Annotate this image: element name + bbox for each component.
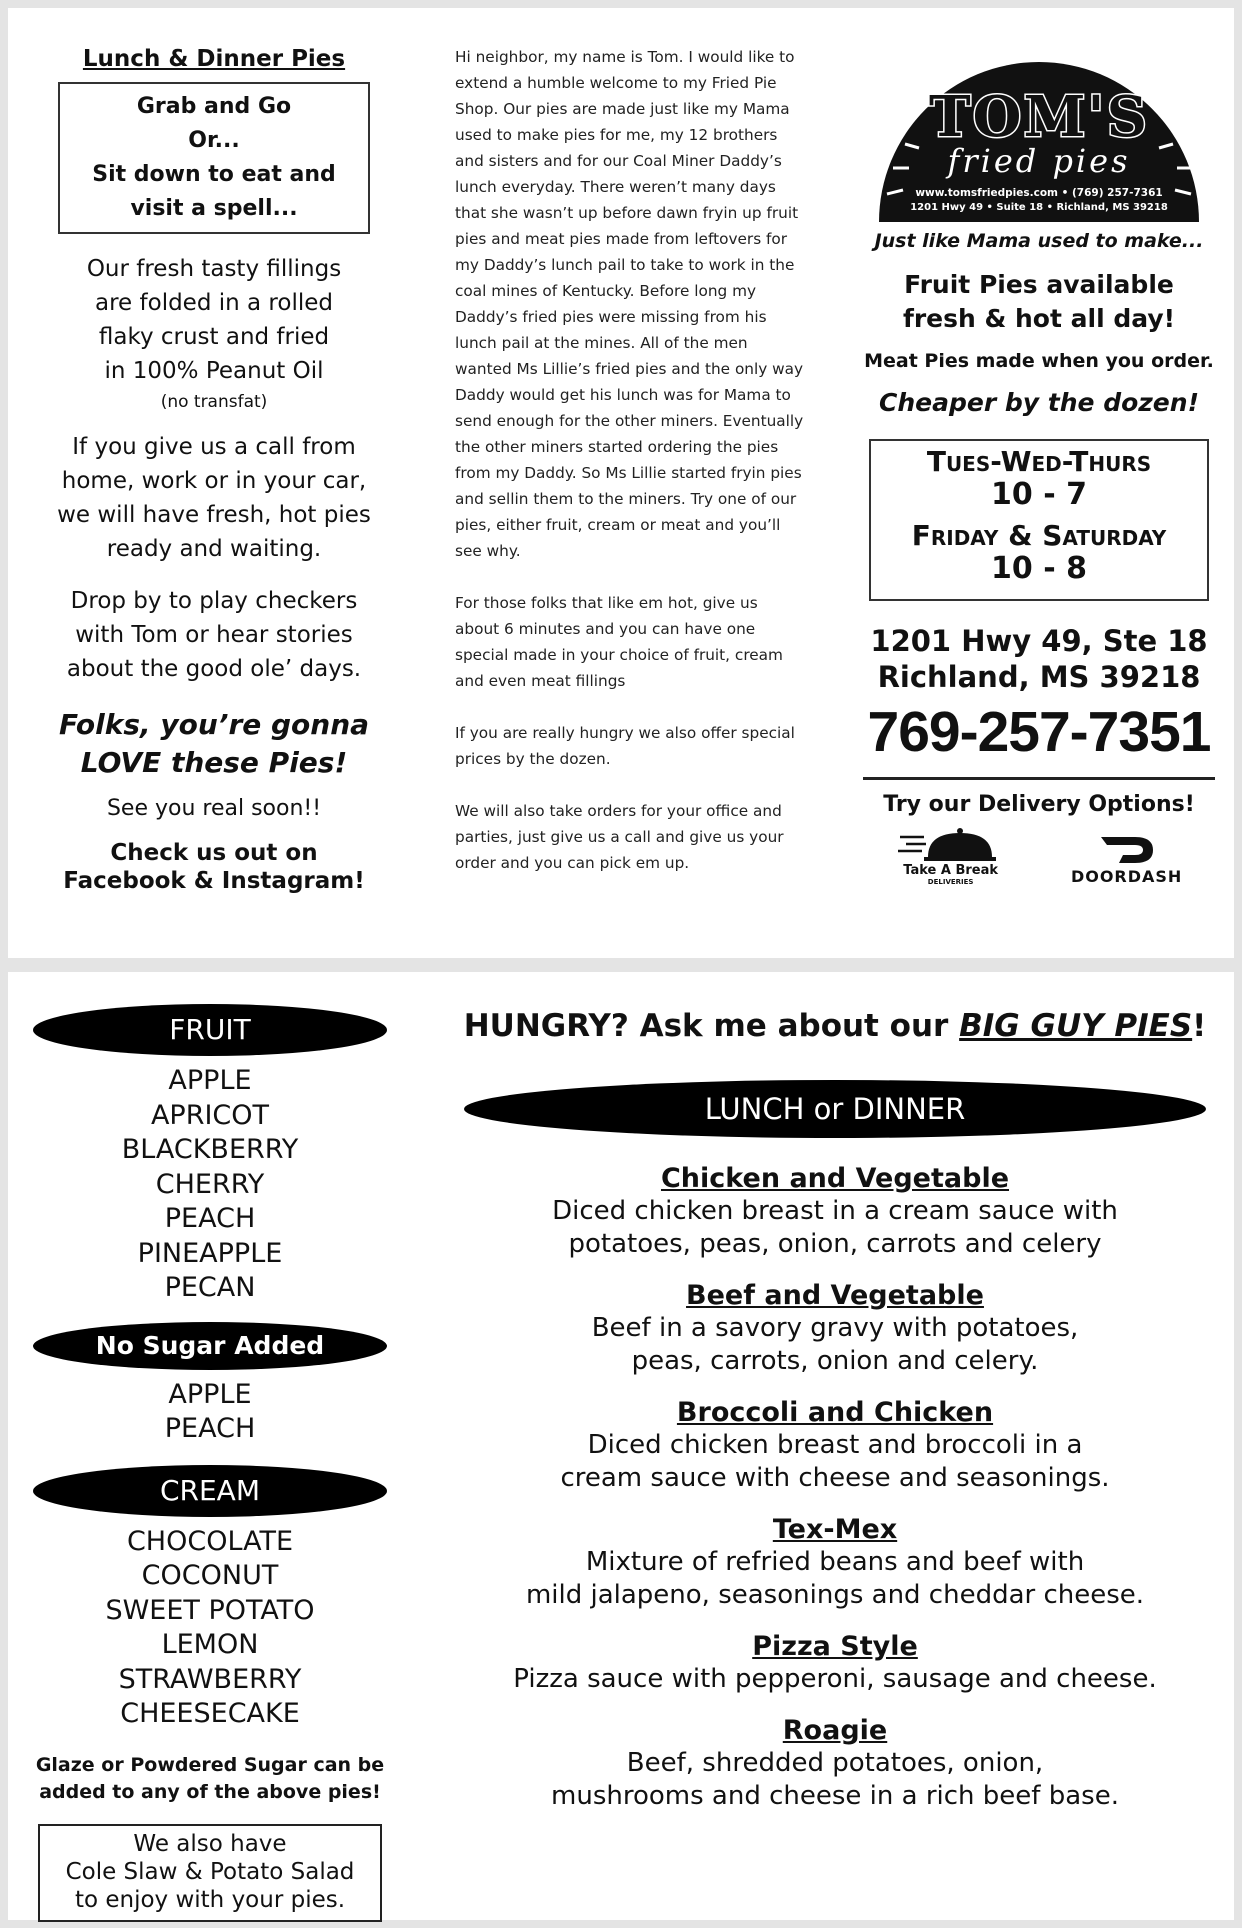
take-a-break-sub: DELIVERIES bbox=[927, 878, 974, 886]
fruit-list bbox=[30, 1064, 390, 1306]
text-line: are folded in a rolled bbox=[95, 290, 333, 316]
list-item: APPLE bbox=[168, 1378, 252, 1410]
divider bbox=[863, 777, 1215, 780]
brochure-outside-panel bbox=[8, 8, 1234, 958]
pie-desc-line: mild jalapeno, seasonings and cheddar cheese. bbox=[525, 1580, 1145, 1610]
hours-time: 10 - 8 bbox=[991, 551, 1087, 586]
pie-item bbox=[456, 1396, 1214, 1495]
delivery-title: Try our Delivery Options! bbox=[883, 792, 1195, 817]
pie-item bbox=[456, 1279, 1214, 1378]
big-guy-pies-text: BIG GUY PIES bbox=[959, 1008, 1193, 1044]
list-item: PEACH bbox=[164, 1203, 256, 1234]
info-column bbox=[863, 44, 1215, 886]
pie-name: Beef and Vegetable bbox=[686, 1280, 984, 1311]
text-line: fresh & hot all day! bbox=[902, 304, 1176, 333]
list-item: CHOCOLATE bbox=[126, 1525, 294, 1557]
pie-name: Broccoli and Chicken bbox=[676, 1397, 994, 1428]
pie-name: Pizza Style bbox=[752, 1631, 918, 1662]
address-line: Richland, MS 39218 bbox=[877, 660, 1201, 694]
pie-list bbox=[456, 1162, 1214, 1813]
hours-box bbox=[869, 439, 1209, 601]
text-line: If you give us a call from bbox=[72, 434, 356, 460]
cheaper-dozen-text: Cheaper by the dozen! bbox=[879, 388, 1199, 417]
address bbox=[863, 623, 1215, 695]
list-item: PINEAPPLE bbox=[137, 1237, 283, 1269]
lunch-dinner-header: LUNCH or DINNER bbox=[464, 1080, 1206, 1138]
text-line: Check us out on bbox=[110, 840, 318, 866]
hours-time: 10 - 7 bbox=[991, 477, 1087, 512]
text-line: with Tom or hear stories bbox=[75, 622, 353, 648]
list-item: APPLE bbox=[168, 1065, 252, 1096]
logo-web-phone: www.tomsfriedpies.com • (769) 257-7361 bbox=[915, 187, 1163, 199]
grab-and-go-box bbox=[58, 82, 370, 234]
text-line: flaky crust and fried bbox=[98, 324, 330, 350]
text-line: added to any of the above pies! bbox=[39, 1780, 381, 1803]
big-guy-pies-banner bbox=[456, 1008, 1214, 1044]
cream-header: CREAM bbox=[33, 1465, 387, 1517]
pie-desc-line: mushrooms and cheese in a rich beef base. bbox=[551, 1781, 1119, 1811]
pie-name: Tex-Mex bbox=[772, 1514, 898, 1545]
see-you-text: See you real soon!! bbox=[106, 796, 322, 821]
text-line: Drop by to play checkers bbox=[70, 588, 358, 614]
toms-logo bbox=[869, 44, 1209, 224]
pie-desc-line: Beef in a savory gravy with potatoes, bbox=[591, 1313, 1079, 1343]
meat-pies-note: Meat Pies made when you order. bbox=[864, 350, 1214, 372]
pie-item bbox=[456, 1513, 1214, 1612]
pie-item bbox=[456, 1714, 1214, 1813]
logo-graphic bbox=[869, 44, 1209, 224]
text-line: in 100% Peanut Oil bbox=[104, 358, 324, 384]
pie-desc-line: Diced chicken breast in a cream sauce with bbox=[552, 1196, 1118, 1226]
grab-line: Sit down to eat and bbox=[92, 162, 336, 187]
list-item: SWEET POTATO bbox=[105, 1594, 315, 1626]
meat-pies-column bbox=[456, 1008, 1214, 1831]
list-item: BLACKBERRY bbox=[121, 1134, 299, 1165]
story-paragraph: Hi neighbor, my name is Tom. I would like to extend a humble welcome to my Fried Pie Shop. Our pies are made just like my Mama used to make pies for me, my 12 brothers and sisters and for our Coal Miner Daddy’s lunch everyday. There weren’t many days that she wasn’t up before dawn fryin up fruit pies and meat pies made from leftovers for my Daddy’s lunch pail to take to work in the coal mines of Kentucky. Before long my Daddy’s fried pies were missing from his lunch pail at the mines. All of the men wanted Ms Lillie’s fried pies and the only way Daddy would get his lunch was for Mama to send enough for the other miners. Eventually the other miners started ordering the pies from my Daddy. So Ms Lillie started fryin pies and sellin them to the miners. Try one of our pies, either fruit, cream or meat and you’ll see why. bbox=[455, 48, 804, 560]
story-paragraph: For those folks that like em hot, give us about 6 minutes and you can have one special made in your choice of fruit, cream and even meat fillings bbox=[455, 594, 783, 690]
tagline: Just like Mama used to make... bbox=[874, 230, 1204, 252]
phone-number: 769-257-7351 bbox=[867, 700, 1211, 764]
no-sugar-header: No Sugar Added bbox=[33, 1322, 387, 1370]
text-line: Our fresh tasty fillings bbox=[86, 256, 342, 282]
pie-name: Chicken and Vegetable bbox=[660, 1163, 1010, 1194]
brochure-menu-panel bbox=[8, 972, 1234, 1920]
take-a-break-label: Take A Break bbox=[903, 863, 999, 878]
transfat-note: (no transfat) bbox=[160, 392, 268, 412]
list-item: APRICOT bbox=[150, 1099, 270, 1131]
text-line: Folks, you’re gonna bbox=[58, 708, 370, 741]
logo-name: TOM'S bbox=[928, 84, 1150, 150]
no-sugar-list bbox=[30, 1378, 390, 1447]
grab-line: Grab and Go bbox=[136, 94, 292, 119]
list-item: LEMON bbox=[161, 1629, 259, 1660]
checkers-text bbox=[50, 584, 378, 686]
call-ahead-text bbox=[50, 430, 378, 566]
list-item: PECAN bbox=[164, 1272, 256, 1303]
story-paragraph: We will also take orders for your office and parties, just give us a call and give us your order and you can pick em up. bbox=[455, 802, 784, 872]
doordash-label: DOORDASH bbox=[1070, 867, 1183, 886]
intro-column bbox=[50, 46, 378, 895]
hungry-suffix: ! bbox=[1192, 1008, 1207, 1044]
glaze-note bbox=[30, 1752, 390, 1806]
list-item: STRAWBERRY CHEESECAKE bbox=[118, 1663, 302, 1729]
text-line: LOVE these Pies! bbox=[80, 746, 348, 779]
take-a-break-logo bbox=[896, 827, 1006, 886]
delivery-options bbox=[863, 827, 1215, 886]
hours-days: Tues-Wed-Thurs bbox=[926, 445, 1152, 478]
pie-desc-line: potatoes, peas, onion, carrots and celery bbox=[568, 1229, 1102, 1259]
text-line: home, work or in your car, bbox=[61, 468, 367, 494]
pie-desc-line: Diced chicken breast and broccoli in a bbox=[587, 1430, 1083, 1460]
text-line: Facebook & Instagram! bbox=[63, 868, 365, 894]
pie-desc-line: Mixture of refried beans and beef with bbox=[585, 1547, 1085, 1577]
pie-desc-line: Pizza sauce with pepperoni, sausage and cheese. bbox=[513, 1664, 1157, 1694]
address-line: 1201 Hwy 49, Ste 18 bbox=[870, 624, 1208, 658]
text-line: ready and waiting. bbox=[106, 536, 322, 562]
doordash-icon bbox=[1097, 833, 1157, 867]
text-line: we will have fresh, hot pies bbox=[57, 502, 371, 528]
doordash-logo bbox=[1071, 833, 1182, 886]
text-line: We also have bbox=[133, 1830, 287, 1857]
list-item: COCONUT bbox=[141, 1560, 279, 1591]
text-line: Cole Slaw & Potato Salad bbox=[65, 1858, 355, 1885]
list-item: PEACH bbox=[164, 1413, 256, 1444]
pie-name: Roagie bbox=[782, 1715, 888, 1746]
pie-desc-line: peas, carrots, onion and celery. bbox=[631, 1346, 1039, 1376]
sides-box bbox=[38, 1824, 382, 1922]
story-column bbox=[455, 44, 805, 902]
text-line: to enjoy with your pies. bbox=[74, 1886, 346, 1913]
pie-desc-line: Beef, shredded potatoes, onion, bbox=[626, 1748, 1044, 1778]
text-line: about the good ole’ days. bbox=[66, 656, 362, 682]
fruit-header: FRUIT bbox=[33, 1004, 387, 1056]
lunch-dinner-heading: Lunch & Dinner Pies bbox=[82, 46, 346, 72]
text-line: Glaze or Powdered Sugar can be bbox=[35, 1753, 385, 1776]
folks-slogan bbox=[50, 706, 378, 782]
cream-list bbox=[30, 1525, 390, 1732]
text-line: Fruit Pies available bbox=[904, 270, 1174, 299]
social-media-text bbox=[50, 839, 378, 895]
grab-line: visit a spell... bbox=[130, 196, 298, 221]
pie-item bbox=[456, 1162, 1214, 1261]
hours-days: Friday & Saturday bbox=[911, 519, 1167, 552]
fruit-available-text bbox=[863, 268, 1215, 336]
delivery-cloche-icon bbox=[896, 827, 1006, 863]
fillings-text bbox=[50, 252, 378, 388]
logo-address: 1201 Hwy 49 • Suite 18 • Richland, MS 39218 bbox=[910, 202, 1168, 213]
pie-desc-line: cream sauce with cheese and seasonings. bbox=[560, 1463, 1110, 1493]
logo-subtitle: fried pies bbox=[947, 142, 1131, 180]
story-paragraph: If you are really hungry we also offer special prices by the dozen. bbox=[455, 724, 795, 768]
hungry-prefix: HUNGRY? Ask me about our bbox=[463, 1008, 960, 1044]
pie-item bbox=[456, 1630, 1214, 1696]
list-item: CHERRY bbox=[155, 1168, 265, 1200]
grab-line: Or... bbox=[188, 128, 240, 153]
flavors-column bbox=[30, 1004, 390, 1922]
